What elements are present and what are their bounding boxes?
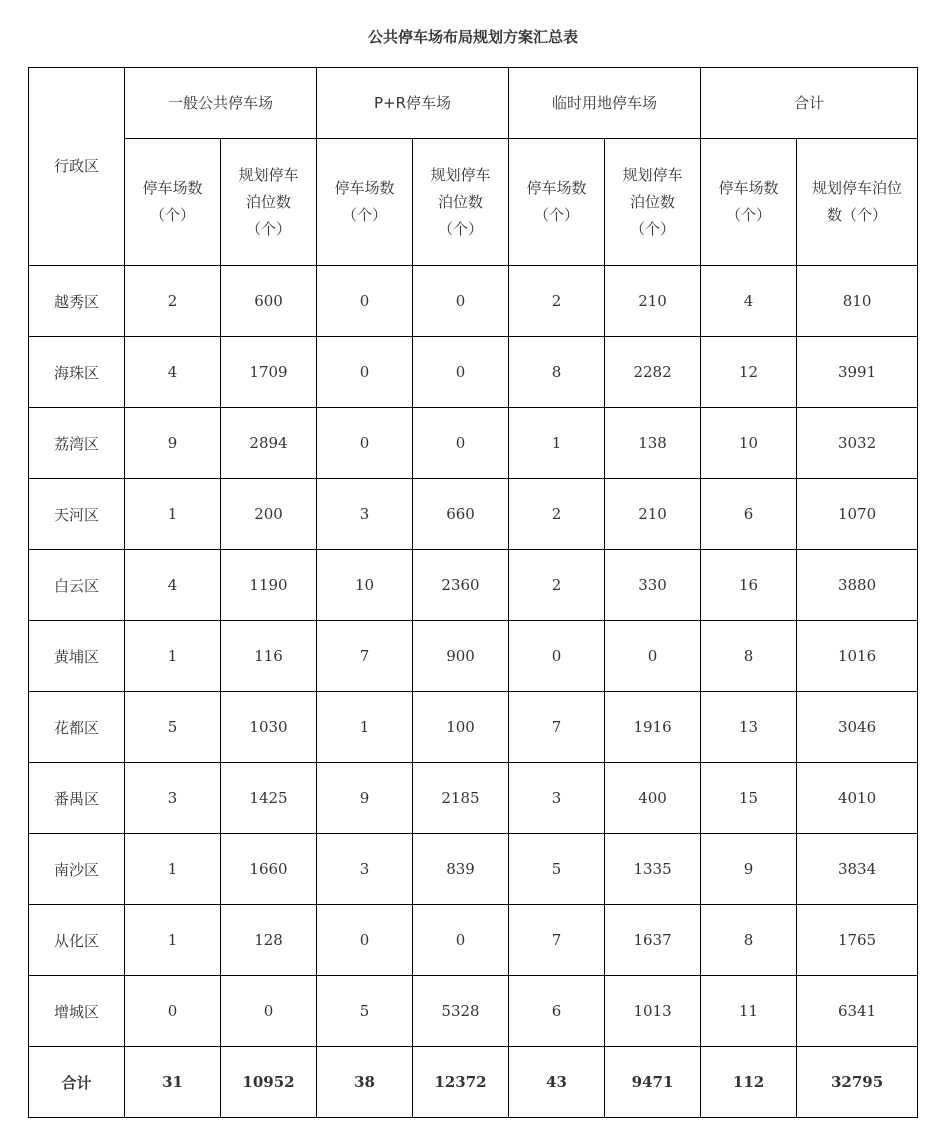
district-name: 海珠区 [29,337,125,408]
table-row [29,408,918,479]
header-row-groups [29,68,918,139]
table-cell: 3 [317,834,413,905]
table-cell: 10952 [221,1047,317,1118]
subheader-line: （个） [438,219,484,238]
district-name: 南沙区 [29,834,125,905]
table-cell: 2282 [605,337,701,408]
table-cell: 600 [221,266,317,337]
group-header-pr: P+R停车场 [317,68,509,139]
table-cell: 116 [221,621,317,692]
subheader-general-count [125,139,221,266]
group-header-total: 合计 [701,68,918,139]
table-row [29,834,918,905]
table-cell: 8 [701,621,797,692]
table-cell: 15 [701,763,797,834]
table-cell: 2185 [413,763,509,834]
group-header-general: 一般公共停车场 [125,68,317,139]
subheader-temporary-count [509,139,605,266]
district-name: 越秀区 [29,266,125,337]
table-cell: 1709 [221,337,317,408]
table-cell: 900 [413,621,509,692]
header-row-sub [29,139,918,266]
table-cell: 2 [509,479,605,550]
table-cell: 1013 [605,976,701,1047]
table-cell: 330 [605,550,701,621]
district-name: 增城区 [29,976,125,1047]
table-cell: 1637 [605,905,701,976]
table-cell: 0 [413,266,509,337]
table-cell: 8 [701,905,797,976]
subheader-line: 规划停车 [430,165,491,184]
subheader-total-count [701,139,797,266]
table-cell: 0 [413,337,509,408]
subheader-total-spaces [797,139,918,266]
table-cell: 2 [509,266,605,337]
table-cell: 3032 [797,408,918,479]
subheader-line: 泊位数 [246,192,292,211]
table-cell: 4 [125,337,221,408]
table-cell: 1016 [797,621,918,692]
subheader-line: （个） [149,206,195,224]
table-cell: 210 [605,266,701,337]
table-cell: 7 [509,905,605,976]
table-cell: 6 [701,479,797,550]
table-cell: 5 [509,834,605,905]
table-cell: 4 [701,266,797,337]
district-name: 花都区 [29,692,125,763]
table-cell: 13 [701,692,797,763]
table-cell: 839 [413,834,509,905]
table-cell: 1 [125,621,221,692]
total-row [29,1047,918,1118]
subheader-pr-spaces [413,139,509,266]
table-cell: 0 [509,621,605,692]
subheader-line: （个） [534,206,580,224]
table-cell: 1660 [221,834,317,905]
table-cell: 3046 [797,692,918,763]
table-cell: 660 [413,479,509,550]
table-cell: 3 [317,479,413,550]
district-header: 行政区 [29,68,125,266]
table-cell: 1 [509,408,605,479]
table-cell: 0 [317,408,413,479]
table-cell: 0 [413,905,509,976]
table-row [29,905,918,976]
district-name: 黄埔区 [29,621,125,692]
table-cell: 112 [701,1047,797,1118]
subheader-line: 规划停车 [238,165,299,184]
subheader-line: 规划停车 [622,165,683,184]
table-cell: 1 [125,834,221,905]
table-cell: 400 [605,763,701,834]
table-cell: 0 [413,408,509,479]
table-row [29,550,918,621]
table-cell: 11 [701,976,797,1047]
total-label: 合计 [29,1047,125,1118]
table-row [29,479,918,550]
subheader-line: （个） [630,219,676,238]
subheader-temporary-spaces [605,139,701,266]
table-cell: 3 [125,763,221,834]
subheader-line: （个） [726,206,772,224]
table-cell: 5 [317,976,413,1047]
table-cell: 8 [509,337,605,408]
table-cell: 32795 [797,1047,918,1118]
subheader-general-spaces [221,139,317,266]
table-cell: 7 [317,621,413,692]
table-cell: 1916 [605,692,701,763]
table-cell: 5328 [413,976,509,1047]
subheader-line: 泊位数 [630,192,676,211]
table-cell: 1030 [221,692,317,763]
table-cell: 128 [221,905,317,976]
table-cell: 0 [317,337,413,408]
table-cell: 2 [125,266,221,337]
subheader-line: 停车场数 [142,179,203,197]
subheader-line: （个） [246,219,292,238]
subheader-line: （个） [342,206,388,224]
district-name: 荔湾区 [29,408,125,479]
data-rows [29,266,918,1118]
table-cell: 31 [125,1047,221,1118]
table-row [29,621,918,692]
district-name: 天河区 [29,479,125,550]
table-cell: 1 [125,905,221,976]
table-cell: 0 [317,266,413,337]
district-name: 白云区 [29,550,125,621]
table-cell: 810 [797,266,918,337]
table-cell: 0 [125,976,221,1047]
table-cell: 1765 [797,905,918,976]
table-cell: 9 [125,408,221,479]
table-cell: 2360 [413,550,509,621]
district-name: 从化区 [29,905,125,976]
table-cell: 9 [317,763,413,834]
table-cell: 12372 [413,1047,509,1118]
table-cell: 2894 [221,408,317,479]
table-cell: 38 [317,1047,413,1118]
table-cell: 200 [221,479,317,550]
table-cell: 9471 [605,1047,701,1118]
table-cell: 4010 [797,763,918,834]
table-cell: 138 [605,408,701,479]
table-cell: 3880 [797,550,918,621]
subheader-line: 停车场数 [334,179,395,197]
table-cell: 10 [317,550,413,621]
table-cell: 5 [125,692,221,763]
table-cell: 4 [125,550,221,621]
subheader-pr-count [317,139,413,266]
table-cell: 1 [317,692,413,763]
table-cell: 6 [509,976,605,1047]
table-cell: 3 [509,763,605,834]
table-cell: 1425 [221,763,317,834]
table-cell: 9 [701,834,797,905]
table-cell: 12 [701,337,797,408]
table-cell: 0 [221,976,317,1047]
table-cell: 16 [701,550,797,621]
subheader-line: 泊位数 [438,192,484,211]
table-cell: 3834 [797,834,918,905]
table-cell: 0 [605,621,701,692]
group-header-temporary: 临时用地停车场 [509,68,701,139]
subheader-line: 停车场数 [718,179,779,197]
table-cell: 3991 [797,337,918,408]
table-cell: 210 [605,479,701,550]
district-name: 番禺区 [29,763,125,834]
table-cell: 0 [317,905,413,976]
table-row [29,763,918,834]
table-cell: 43 [509,1047,605,1118]
table-cell: 6341 [797,976,918,1047]
table-row [29,976,918,1047]
parking-summary-table [28,67,918,1118]
table-cell: 2 [509,550,605,621]
table-cell: 10 [701,408,797,479]
table-row [29,692,918,763]
table-title: 公共停车场布局规划方案汇总表 [367,28,578,46]
table-cell: 7 [509,692,605,763]
table-cell: 1190 [221,550,317,621]
table-cell: 1 [125,479,221,550]
subheader-line: 停车场数 [526,179,587,197]
table-row [29,337,918,408]
subheader-line: 规划停车泊位 [812,179,903,197]
table-cell: 1070 [797,479,918,550]
table-row [29,266,918,337]
subheader-line: 数（个） [827,206,888,224]
table-cell: 1335 [605,834,701,905]
table-cell: 100 [413,692,509,763]
